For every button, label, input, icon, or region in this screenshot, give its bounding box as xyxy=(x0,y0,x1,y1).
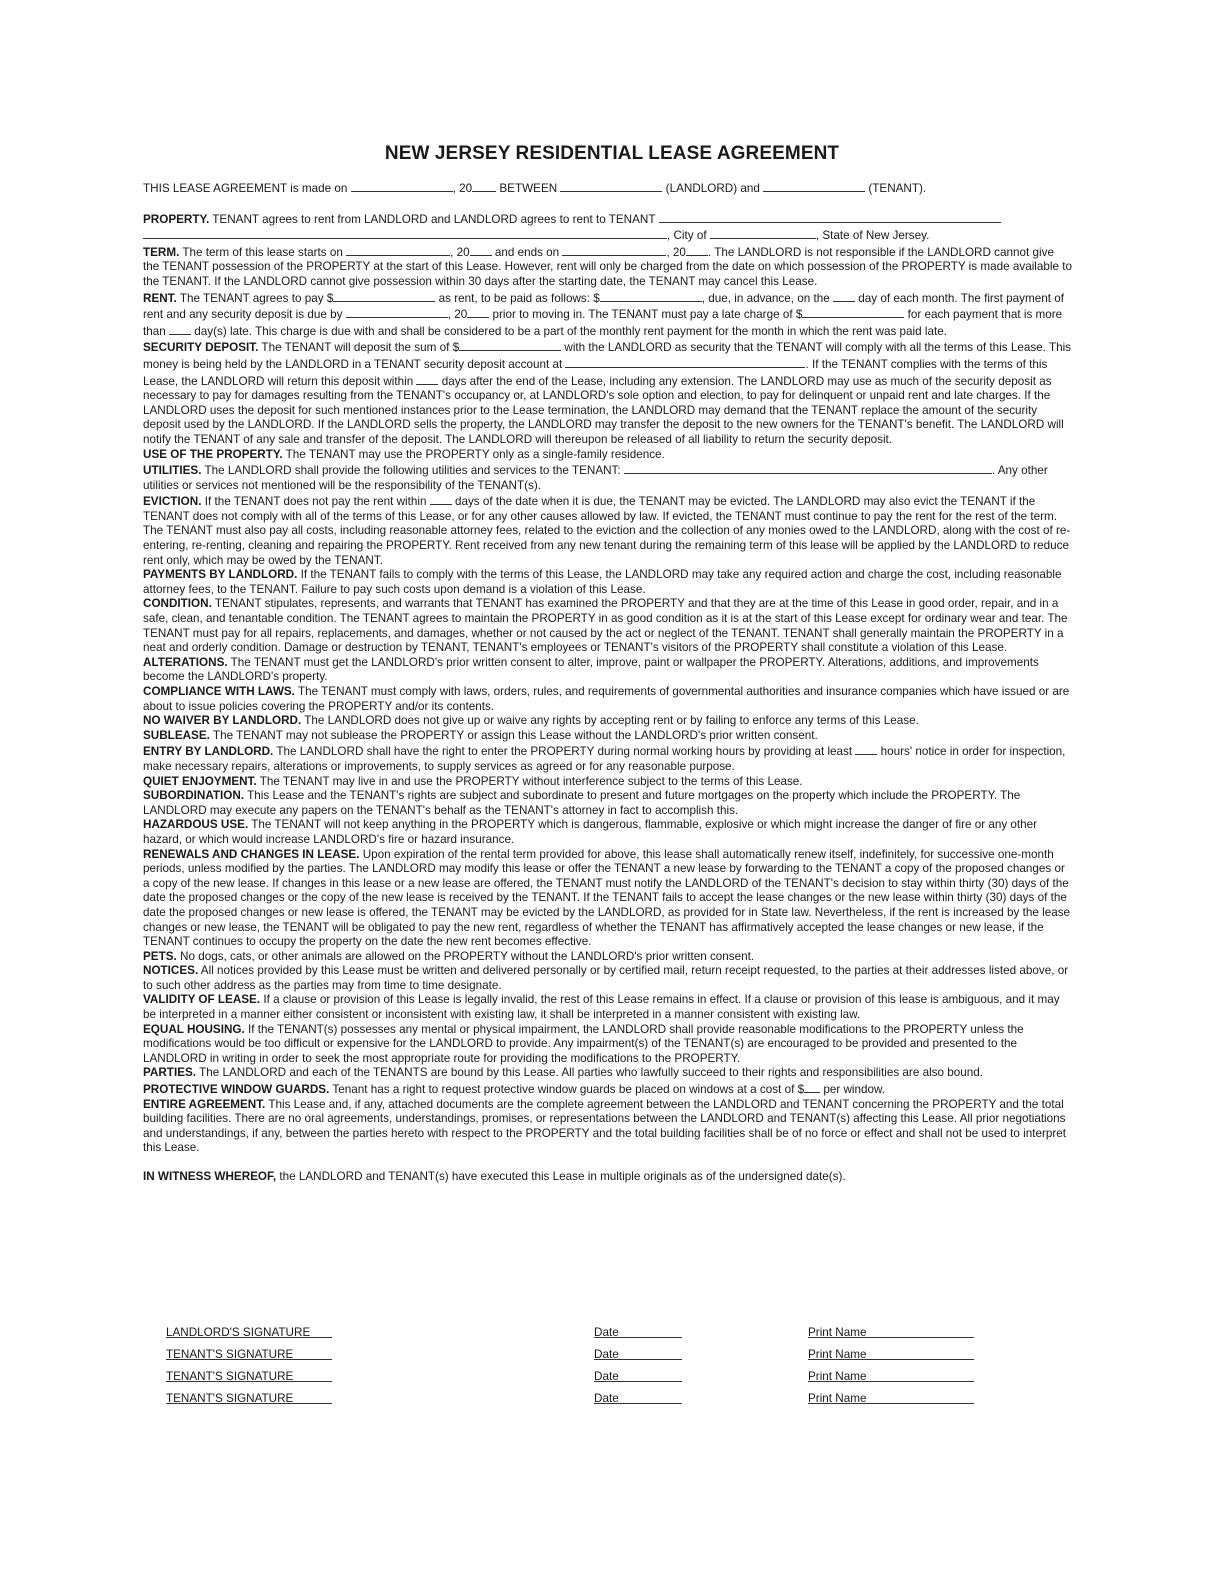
first-payment-year-field[interactable] xyxy=(467,306,489,318)
clause-heading: COMPLIANCE WITH LAWS. xyxy=(143,685,295,698)
intro-text: (TENANT). xyxy=(865,182,927,195)
clause-heading: PETS. xyxy=(143,949,177,963)
clause-text: day(s) late. This charge is due with and shall be considered to be a part of the monthly rent payment for the month in which the rent was paid late. xyxy=(191,324,947,338)
tenant-print-name-field[interactable] xyxy=(808,1370,974,1382)
print-name-label: Print Name xyxy=(808,1370,867,1383)
sublease-clause xyxy=(143,729,1073,744)
clause-text: The TENANT must get the LANDLORD's prior written consent to alter, improve, paint or wallpaper the PROPERTY. Alterations, additions, and improvements become the LANDLORD's property. xyxy=(143,655,1039,684)
clause-text: The LANDLORD and each of the TENANTS are bound by this Lease. All parties who lawfully succeed to their rights and responsibilities are also bound. xyxy=(196,1066,984,1080)
rent-amount-field[interactable] xyxy=(333,290,435,302)
document-title: NEW JERSEY RESIDENTIAL LEASE AGREEMENT xyxy=(384,143,840,164)
clause-text: the LANDLORD and TENANT(s) have executed this Lease in multiple originals as of the undersigned date(s). xyxy=(276,1170,846,1183)
clause-text: , 20 xyxy=(450,245,470,259)
clause-text: The TENANT may use the PROPERTY only as a single-family residence. xyxy=(282,447,665,461)
clause-text: If a clause or provision of this Lease is legally invalid, the rest of this Lease remains in effect. If a clause or provision of this lease is ambiguous, and it may be interpreted in a manner either consistent or inconsistent with existing law, it shall be interpreted in a manner consistent with existing law. xyxy=(143,993,1060,1022)
clause-text: If the TENANT fails to comply with the terms of this Lease, the LANDLORD may take any required action and charge the cost, including reasonable attorney fees, to the TENANT. Failure to pay such costs upon demand is a violation of this Lease. xyxy=(143,568,1062,596)
tenant-date-field[interactable] xyxy=(594,1392,682,1404)
signature-block xyxy=(166,1326,1066,1414)
clause-text: If the TENANT does not pay the rent within xyxy=(201,495,430,509)
eviction-clause xyxy=(143,493,1073,568)
term-start-year-field[interactable] xyxy=(470,244,492,256)
intro-text: THIS LEASE AGREEMENT is made on xyxy=(143,182,351,195)
clause-text: day of each month. The first payment of rent and any security deposit is due by xyxy=(143,291,1064,322)
clause-text: The TENANT must comply with laws, orders, rules, and requirements of governmental authorities and insurance companies which have issued or are about to issue policies covering the PROPERTY and/or its contents. xyxy=(143,685,1070,713)
agreement-year-field[interactable] xyxy=(472,180,496,192)
date-label: Date xyxy=(594,1348,619,1361)
window-guard-cost-field[interactable] xyxy=(804,1081,820,1093)
signature-label: TENANT'S SIGNATURE xyxy=(166,1392,294,1405)
clause-heading: PROPERTY. xyxy=(143,212,210,226)
clause-heading: ALTERATIONS. xyxy=(143,655,228,669)
notice-hours-field[interactable] xyxy=(855,743,877,755)
landlord-print-name-field[interactable] xyxy=(808,1326,974,1338)
clause-heading: PAYMENTS BY LANDLORD. xyxy=(143,568,298,582)
clause-heading: VALIDITY OF LEASE. xyxy=(143,993,261,1007)
term-start-field[interactable] xyxy=(346,244,450,256)
clause-heading: UTILITIES. xyxy=(143,464,202,478)
clause-text: . Any other utilities or services not mentioned will be the responsibility of the TENANT(s). xyxy=(143,464,1048,492)
property-clause xyxy=(143,211,1073,244)
clause-text: with the LANDLORD as security that the TENANT will comply with all the terms of this Lease. This money is being held by the LANDLORD in a TENANT security deposit account at xyxy=(143,341,1072,371)
clause-text: , State of New Jersey. xyxy=(815,229,930,243)
clause-heading: HAZARDOUS USE. xyxy=(143,818,249,832)
intro-text: , 20 xyxy=(452,182,473,195)
parties-clause xyxy=(143,1066,1073,1081)
clause-heading: PROTECTIVE WINDOW GUARDS. xyxy=(143,1083,330,1097)
property-address-field[interactable] xyxy=(659,211,1001,223)
clause-text: The TENANT will deposit the sum of $ xyxy=(258,341,460,355)
print-name-label: Print Name xyxy=(808,1348,867,1361)
clause-heading: RENEWALS AND CHANGES IN LEASE. xyxy=(143,847,360,861)
document-body xyxy=(143,180,1073,1185)
clause-heading: RENT. xyxy=(143,291,177,305)
use-clause xyxy=(143,448,1073,463)
tenant-date-field[interactable] xyxy=(594,1348,682,1360)
eviction-days-field[interactable] xyxy=(430,493,452,505)
clause-text: The TENANT will not keep anything in the PROPERTY which is dangerous, flammable, explosive or which might increase the danger of fire or any other hazard, or which would increase LANDLORD's fire or hazard insurance. xyxy=(143,818,1038,846)
clause-text: and ends on xyxy=(491,245,563,259)
notices-clause xyxy=(143,964,1073,993)
clause-heading: QUIET ENJOYMENT. xyxy=(143,774,257,788)
clause-text: No dogs, cats, or other animals are allowed on the PROPERTY without the LANDLORD's prior written consent. xyxy=(176,949,755,963)
date-label: Date xyxy=(594,1392,619,1405)
clause-text: , due, in advance, on the xyxy=(701,291,833,305)
clause-text: , City of xyxy=(667,229,710,243)
rent-due-day-field[interactable] xyxy=(833,290,855,302)
clause-heading: CONDITION. xyxy=(143,597,212,611)
clause-text: as rent, to be paid as follows: $ xyxy=(435,291,600,305)
signature-label: TENANT'S SIGNATURE xyxy=(166,1348,294,1361)
deposit-return-days-field[interactable] xyxy=(416,373,438,385)
clause-text: The TENANT may live in and use the PROPERTY without interference subject to the terms of this Lease. xyxy=(256,774,803,788)
clause-text: The LANDLORD shall have the right to enter the PROPERTY during normal working hours by providing at least xyxy=(273,745,856,759)
payments-clause xyxy=(143,568,1073,597)
tenant-signature-row xyxy=(166,1392,1066,1414)
window-guards-clause xyxy=(143,1081,1073,1098)
clause-heading: USE OF THE PROPERTY. xyxy=(143,447,283,461)
clause-heading: NO WAIVER BY LANDLORD. xyxy=(143,714,302,728)
tenant-signature-field[interactable] xyxy=(166,1348,332,1360)
subordination-clause xyxy=(143,789,1073,818)
pets-clause xyxy=(143,950,1073,965)
clause-text: , 20 xyxy=(666,245,686,259)
clause-text: The TENANT may not sublease the PROPERTY or assign this Lease without the LANDLORD's prior written consent. xyxy=(209,728,818,742)
print-name-label: Print Name xyxy=(808,1392,867,1405)
clause-text: The term of this lease starts on xyxy=(179,245,347,259)
quiet-enjoyment-clause xyxy=(143,775,1073,790)
renewals-clause xyxy=(143,848,1073,950)
utilities-clause xyxy=(143,462,1073,493)
equal-housing-clause xyxy=(143,1023,1073,1067)
clause-text: TENANT agrees to rent from LANDLORD and LANDLORD agrees to rent to TENANT xyxy=(209,212,659,226)
clause-text: This Lease and the TENANT's rights are subject and subordinate to present and future mortgages on the property which include the PROPERTY. The LANDLORD may execute any papers on the TENANT's behalf as the TENANT's attorney in fact to accomplish this. xyxy=(143,789,1021,817)
witness-statement xyxy=(143,1170,1073,1185)
rent-schedule-field[interactable] xyxy=(600,290,702,302)
property-address-line2-field[interactable] xyxy=(143,227,667,239)
tenant-print-name-field[interactable] xyxy=(808,1392,974,1404)
first-payment-date-field[interactable] xyxy=(346,306,448,318)
agreement-date-field[interactable] xyxy=(351,180,453,192)
term-end-year-field[interactable] xyxy=(686,244,708,256)
clause-heading: NOTICES. xyxy=(143,964,199,978)
deposit-amount-field[interactable] xyxy=(459,339,561,351)
print-name-label: Print Name xyxy=(808,1326,867,1339)
clause-heading: SECURITY DEPOSIT. xyxy=(143,341,259,355)
clause-text: hours' notice in order for inspection, make necessary repairs, alterations or improvements, to supply services as agreed or for any reasonable purpose. xyxy=(143,745,1066,773)
clause-heading: TERM. xyxy=(143,245,180,259)
clause-text: Tenant has a right to request protective window guards be placed on windows at a cost of $ xyxy=(329,1083,805,1097)
clause-text: . If the TENANT complies with the terms of this Lease, the LANDLORD will return this deposit within xyxy=(143,357,1048,388)
intro-text: BETWEEN xyxy=(496,182,561,195)
condition-clause xyxy=(143,597,1073,655)
clause-text: . The LANDLORD is not responsible if the LANDLORD cannot give the TENANT possession of the PROPERTY at the start of this Lease. However, rent will only be charged from the date on which possession of the PROPERTY is made available to the TENANT. If the LANDLORD cannot give possession within 30 days after the starting date, the TENANT may cancel this Lease. xyxy=(143,245,1072,288)
clause-heading: IN WITNESS WHEREOF, xyxy=(143,1170,277,1183)
entry-clause xyxy=(143,743,1073,774)
clause-heading: ENTIRE AGREEMENT. xyxy=(143,1097,266,1111)
term-clause xyxy=(143,244,1073,290)
clause-text: This Lease and, if any, attached documents are the complete agreement between the LANDLORD and TENANT concerning the PROPERTY and the total building facilities. There are no oral agreements, understandings, promises, or representations between the LANDLORD and TENANT(s) affecting this Lease. All prior negotiations and understandings, if any, between the parties hereto with respect to the PROPERTY and the total building facilities shall be of no force or effect and shall not be used to interpret this Lease. xyxy=(143,1097,1067,1155)
clause-heading: PARTIES. xyxy=(143,1066,197,1080)
clause-heading: SUBLEASE. xyxy=(143,728,210,742)
landlord-signature-field[interactable] xyxy=(166,1326,332,1338)
clause-heading: EQUAL HOUSING. xyxy=(143,1022,245,1036)
city-field[interactable] xyxy=(710,227,816,239)
tenant-signature-row xyxy=(166,1370,1066,1392)
landlord-name-field[interactable] xyxy=(560,180,662,192)
tenant-signature-field[interactable] xyxy=(166,1370,332,1382)
entire-agreement-clause xyxy=(143,1098,1073,1156)
deposit-account-field[interactable] xyxy=(565,356,805,368)
clause-text: The TENANT agrees to pay $ xyxy=(176,291,334,305)
rent-clause xyxy=(143,290,1073,340)
clause-text: Upon expiration of the rental term provided for above, this lease shall automatically renew itself, indefinitely, for successive one-month periods, unless modified by the parties. The LANDLORD may modify this lease or offer the TENANT a new lease by forwarding to the TENANT a copy of the proposed changes or a copy of the new lease. If changes in this lease or a new lease are offered, the TENANT must notify the LANDLORD of the TENANT's decision to stay within thirty (30) days of the date the proposed changes or the copy of the new lease is received by the TENANT. If the TENANT fails to accept the lease changes or the new lease within thirty (30) days of the date the proposed changes or new lease is offered, the TENANT may be evicted by the LANDLORD, as provided for in State law. Nevertheless, if the rent is increased by the lease changes or new lease, the TENANT will be obligated to pay the new rent, regardless of whether the TENANT has affirmatively accepted the lease changes or new lease, if the TENANT continues to occupy the property on the date the new rent becomes effective. xyxy=(143,847,1071,949)
hazardous-use-clause xyxy=(143,818,1073,847)
clause-text: The LANDLORD does not give up or waive any rights by accepting rent or by failing to enforce any terms of this Lease. xyxy=(301,714,919,728)
late-days-field[interactable] xyxy=(169,323,191,335)
security-deposit-clause xyxy=(143,339,1073,447)
validity-clause xyxy=(143,993,1073,1022)
clause-text: If the TENANT(s) possesses any mental or physical impairment, the LANDLORD shall provide reasonable modifications to the PROPERTY unless the modifications would be too difficult or expensive for the LANDLORD to provide. Any impairment(s) of the TENANT(s) are encouraged to be provided and presented to the LANDLORD in writing in order to seek the most appropriate route for providing the modifications to the PROPERTY. xyxy=(143,1022,1024,1065)
clause-text: The LANDLORD shall provide the following utilities and services to the TENANT: xyxy=(201,464,624,478)
landlord-date-field[interactable] xyxy=(594,1326,682,1338)
clause-text: days of the date when it is due, the TENANT may be evicted. The LANDLORD may also evict the TENANT if the TENANT does not comply with all of the terms of this Lease, or for any other causes allowed by law. If evicted, the TENANT must continue to pay the rent for the rest of the term. The TENANT must also pay all costs, including reasonable attorney fees, related to the eviction and the collection of any monies owed to the LANDLORD, along with the cost of re-entering, re-renting, cleaning and repairing the PROPERTY. Rent received from any new tenant during the remaining term of this lease will be applied by the LANDLORD to reduce rent only, which may be owed by the TENANT. xyxy=(143,495,1071,567)
clause-text: , 20 xyxy=(447,308,468,322)
clause-text: prior to moving in. The TENANT must pay a late charge of $ xyxy=(489,308,803,322)
clause-text: All notices provided by this Lease must be written and delivered personally or by certified mail, return receipt requested, to the parties at their addresses listed above, or to such other address as the parties may from time to time designate. xyxy=(143,964,1069,992)
signature-label: TENANT'S SIGNATURE xyxy=(166,1370,294,1383)
term-end-field[interactable] xyxy=(562,244,666,256)
signature-label: LANDLORD'S SIGNATURE xyxy=(166,1326,311,1339)
clause-text: TENANT stipulates, represents, and warrants that TENANT has examined the PROPERTY and that they are at the time of this Lease in good order, repair, and in a safe, clean, and tenantable condition. The TENANT agrees to maintain the PROPERTY in as good condition as it is at the start of this Lease except for ordinary wear and tear. The TENANT must pay for all repairs, replacements, and damages, whether or not caused by the act or neglect of the TENANT. TENANT shall generally maintain the PROPERTY in a neat and orderly condition. Damage or destruction by TENANT, TENANT's employees or TENANT's visitors of the PROPERTY shall constitute a violation of this Lease. xyxy=(143,597,1068,655)
clause-text: for each payment that is more than xyxy=(143,308,1063,338)
intro-text: (LANDLORD) and xyxy=(662,182,764,195)
clause-text: days after the end of the Lease, including any extension. The LANDLORD may use as much of the security deposit as necessary to pay for damages resulting from the TENANT's occupancy or, at LANDLORD's sole option and election, to pay for delinquent or unpaid rent and late charges. If the LANDLORD uses the deposit for such mentioned instances prior to the Lease termination, the LANDLORD may demand that the TENANT replace the amount of the security deposit used by the LANDLORD. If the LANDLORD sells the property, the LANDLORD may transfer the deposit to the new owners for the TENANT's benefit. The LANDLORD will notify the TENANT of any sale and transfer of the deposit. The LANDLORD will thereupon be released of all liability to return the security deposit. xyxy=(143,374,1064,446)
clause-text: per window. xyxy=(820,1083,886,1097)
no-waiver-clause xyxy=(143,714,1073,729)
clause-heading: ENTRY BY LANDLORD. xyxy=(143,745,274,759)
intro-paragraph xyxy=(143,180,1073,197)
tenant-signature-field[interactable] xyxy=(166,1392,332,1404)
tenant-date-field[interactable] xyxy=(594,1370,682,1382)
landlord-signature-row xyxy=(166,1326,1066,1348)
alterations-clause xyxy=(143,656,1073,685)
clause-heading: EVICTION. xyxy=(143,495,202,509)
tenant-print-name-field[interactable] xyxy=(808,1348,974,1360)
date-label: Date xyxy=(594,1326,619,1339)
tenant-signature-row xyxy=(166,1348,1066,1370)
compliance-clause xyxy=(143,685,1073,714)
date-label: Date xyxy=(594,1370,619,1383)
utilities-field[interactable] xyxy=(624,462,992,474)
tenant-name-field[interactable] xyxy=(763,180,865,192)
clause-heading: SUBORDINATION. xyxy=(143,789,245,803)
late-charge-field[interactable] xyxy=(802,306,904,318)
